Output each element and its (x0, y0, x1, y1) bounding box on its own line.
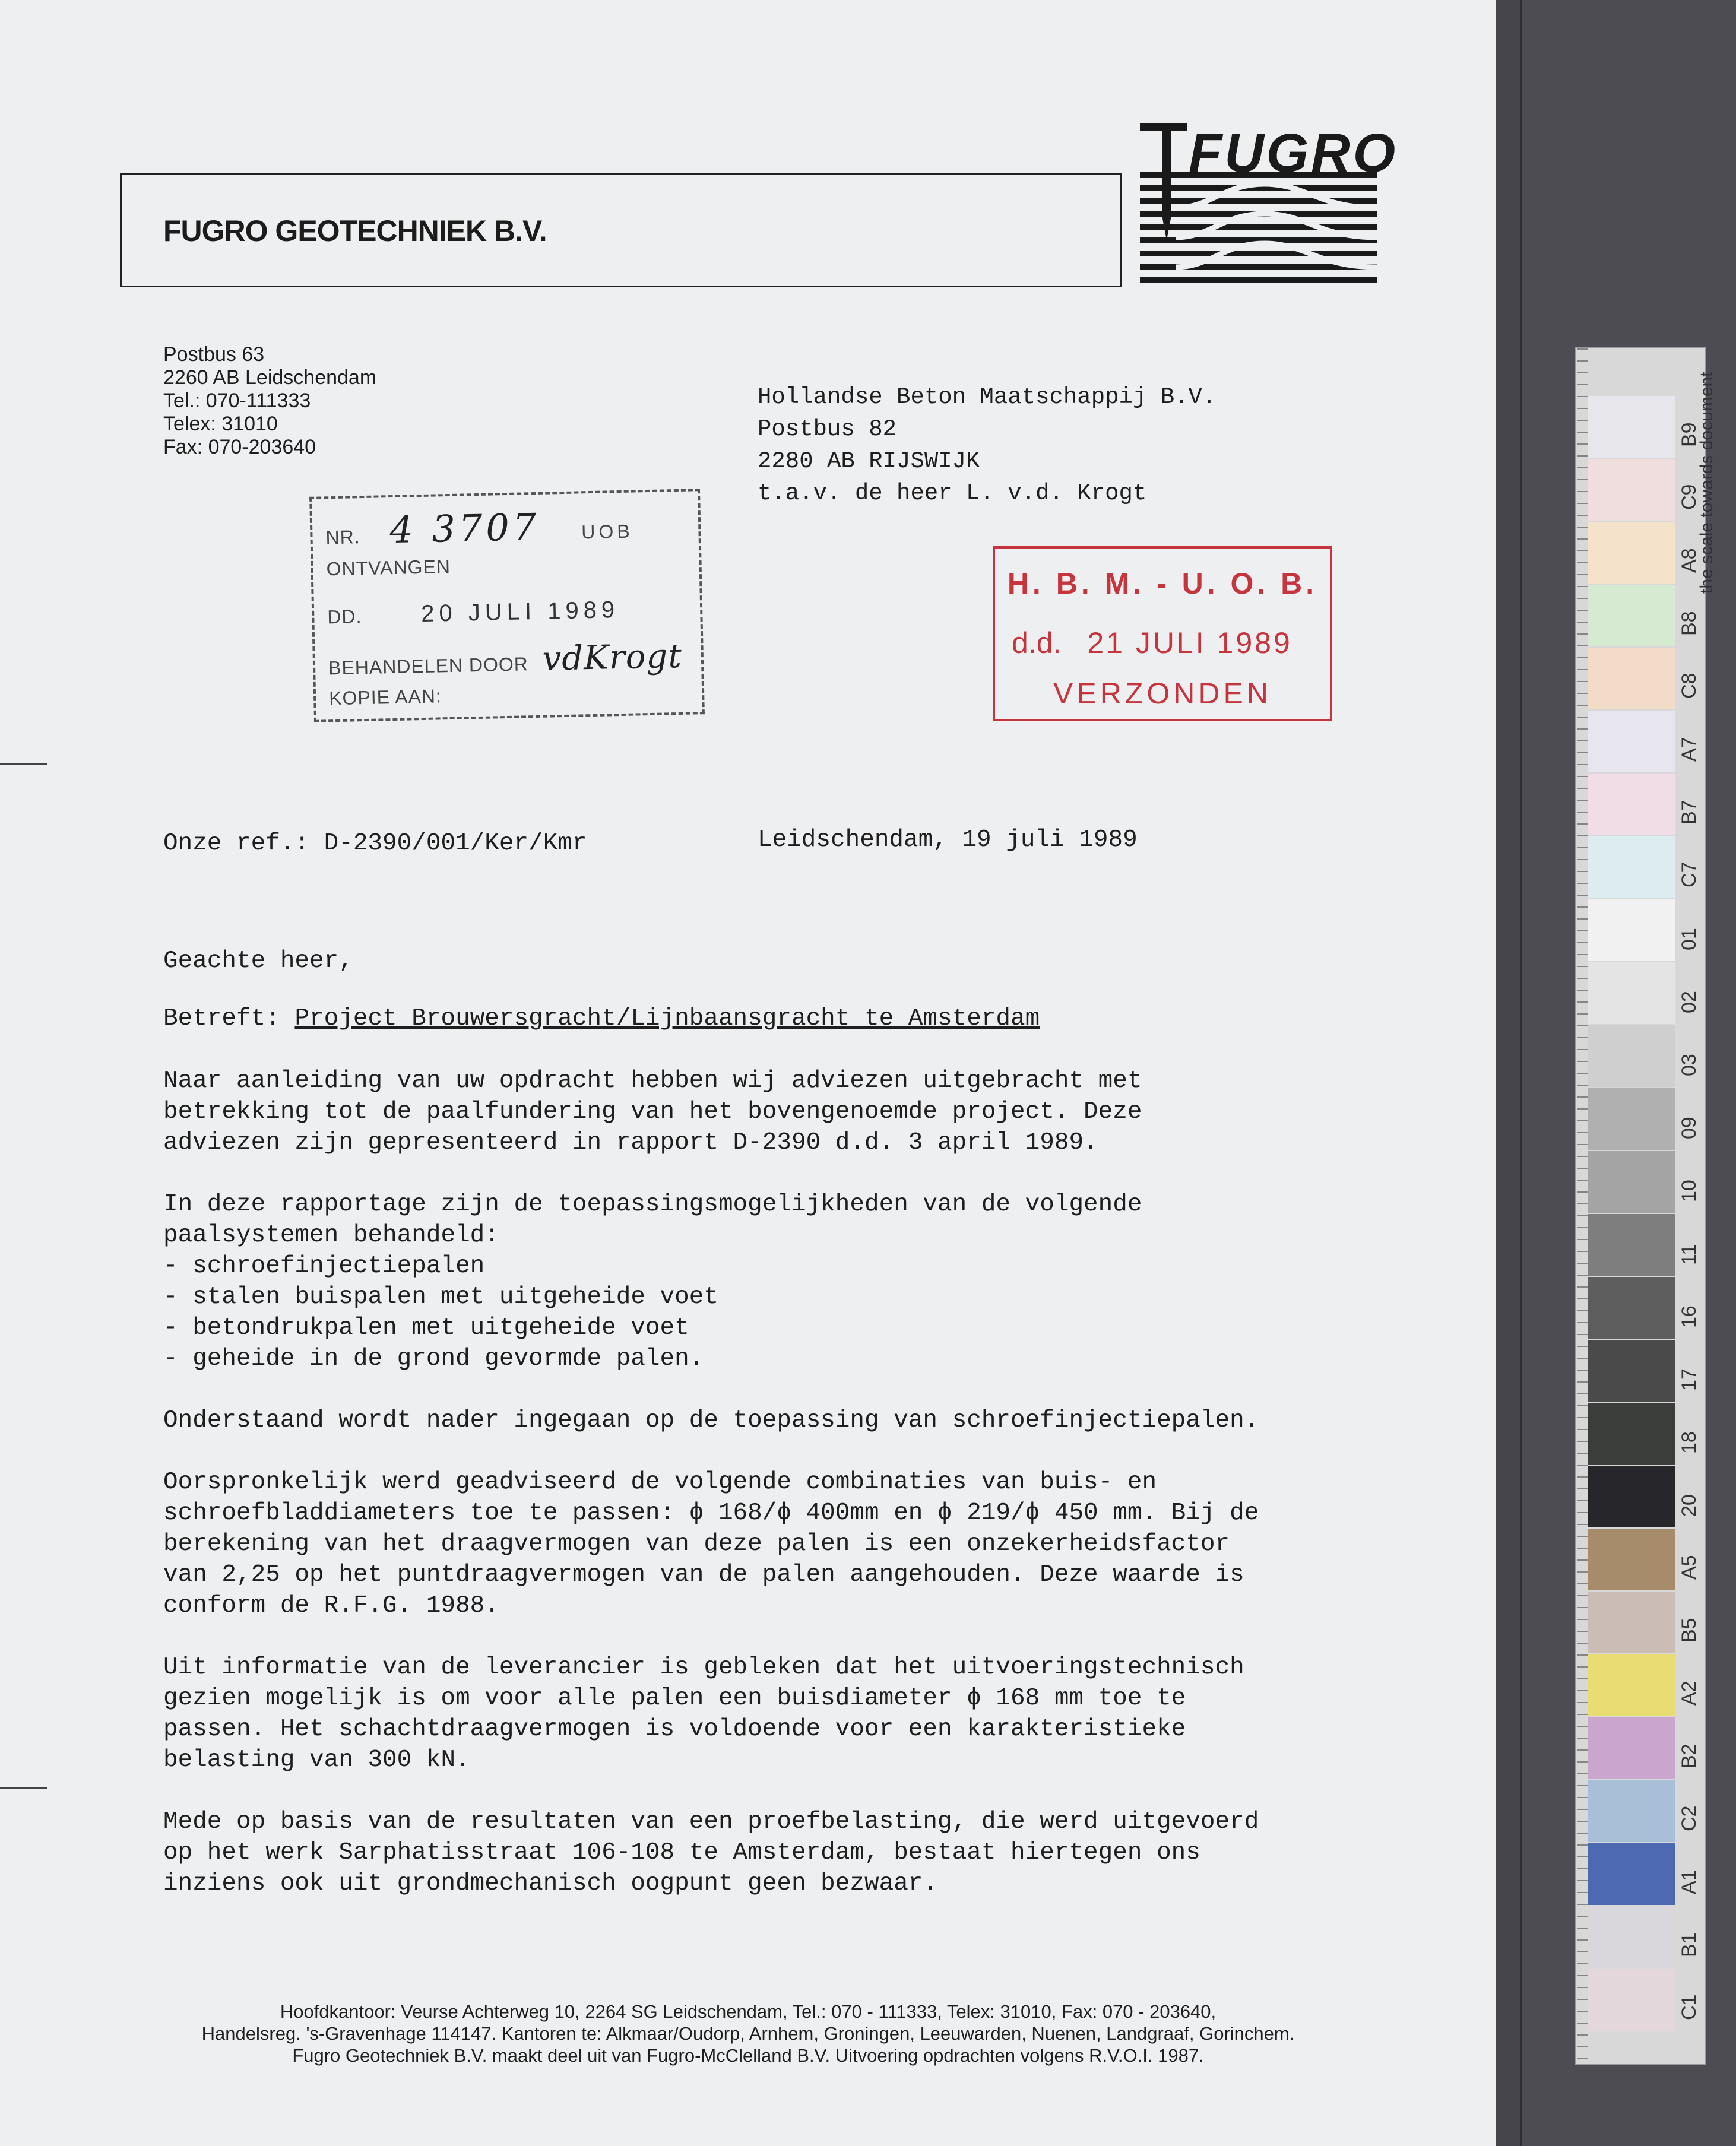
color-patch-label: C7 (1678, 861, 1700, 887)
letter-footer (113, 2001, 1383, 2066)
received-stamp (309, 489, 705, 722)
color-patch (1588, 585, 1675, 646)
sender-line: Fax: 070-203640 (163, 436, 316, 458)
color-patch-label: C2 (1678, 1805, 1700, 1831)
scale-caption: the scale towards document (1697, 372, 1716, 594)
color-patch (1588, 1592, 1675, 1653)
sent-stamp-date: 21 JULI 1989 (1087, 626, 1293, 660)
color-patch (1588, 899, 1675, 961)
sender-line: Telex: 31010 (163, 413, 278, 435)
footer-line: Hoofdkantoor: Veurse Achterweg 10, 2264 SG Leidschendam, Tel.: 070 - 111333, Telex: 31010, Fax: 070 - 203640, (280, 2001, 1217, 2022)
subject-label: Betreft: (163, 1005, 295, 1032)
footer-line: Fugro Geotechniek B.V. maakt deel uit van Fugro-McClelland B.V. Uitvoering opdrachten volgens R.V.O.I. 1987. (292, 2045, 1204, 2066)
sender-line: 2260 AB Leidschendam (163, 366, 377, 389)
sender-line: Postbus 63 (163, 343, 265, 366)
paragraph: Oorspronkelijk werd geadviseerd de volgende combinaties van buis- en schroefbladdiameters toe te passen: ϕ 168/ϕ 400mm en ϕ 219/ϕ 450 mm. Bij de berekening van het draagvermogen van deze palen is een onzekerheidsfactor van 2,25 op het puntdraagvermogen van de palen aangehouden. Deze waarde is conform de R.F.G. 1988. (163, 1469, 1259, 1619)
salutation: Geachte heer, (163, 947, 353, 975)
stamp-dd-value: 20 JULI 1989 (420, 597, 620, 627)
stamp-dept: UOB (581, 520, 633, 543)
recipient-address (758, 381, 1216, 509)
color-patch-label: 03 (1678, 1054, 1700, 1076)
color-patch-label: B1 (1678, 1932, 1700, 1957)
list-item: - betondrukpalen met uitgeheide voet (163, 1314, 689, 1342)
color-patch (1588, 1906, 1675, 1968)
color-patch-label: C1 (1678, 1994, 1700, 2020)
list-item: - stalen buispalen met uitgeheide voet (163, 1283, 718, 1311)
color-patch (1588, 396, 1675, 458)
color-patch-label: 01 (1678, 928, 1700, 950)
paragraph: Uit informatie van de leverancier is gebleken dat het uitvoeringstechnisch gezien mogelijk is om voor alle palen een buisdiameter ϕ 168 mm toe te passen. Het schachtdraagvermogen is voldoende voor een karakteristieke belasting van 300 kN. (163, 1654, 1244, 1774)
color-patch-label: 09 (1678, 1117, 1700, 1139)
sender-line: Tel.: 070-111333 (163, 389, 311, 412)
stamp-signature: vdKrogt (541, 636, 683, 679)
stamp-behandelen-label: BEHANDELEN DOOR (328, 653, 529, 679)
color-patch-label: 16 (1678, 1305, 1700, 1328)
color-patch (1588, 1780, 1675, 1842)
fold-mark (0, 1787, 47, 1789)
color-patch-label: B2 (1678, 1744, 1700, 1768)
color-patch-label: B7 (1678, 800, 1700, 825)
color-patch-label: 02 (1678, 991, 1700, 1013)
sent-stamp-date-label: d.d. (1012, 626, 1062, 660)
color-patch (1588, 1403, 1675, 1465)
recipient-line: t.a.v. de heer L. v.d. Krogt (758, 480, 1147, 506)
color-patch-label: B8 (1678, 611, 1700, 636)
fugro-logo (1140, 119, 1398, 291)
sent-stamp-title: H. B. M. - U. O. B. (1007, 567, 1318, 600)
color-patch (1588, 648, 1675, 709)
sent-stamp (993, 546, 1332, 721)
color-patch-label: 11 (1678, 1244, 1700, 1265)
our-reference: Onze ref.: D-2390/001/Ker/Kmr (163, 830, 587, 857)
footer-line: Handelsreg. 's-Gravenhage 114147. Kantoren te: Alkmaar/Oudorp, Arnhem, Groningen, Leeuwarden, Nuenen, Landgraaf, Gorinchem. (201, 2023, 1295, 2044)
company-name: FUGRO GEOTECHNIEK B.V. (163, 214, 547, 248)
paragraph: Naar aanleiding van uw opdracht hebben wij adviezen uitgebracht met betrekking tot de paalfundering van het bovengenoemde project. Deze adviezen zijn gepresenteerd in rapport D-2390 d.d. 3 april 1989. (163, 1067, 1142, 1156)
color-patch-label: B5 (1678, 1618, 1700, 1643)
stamp-nr-label: NR. (325, 526, 361, 549)
color-patch (1588, 1843, 1675, 1905)
color-patch (1588, 1654, 1675, 1716)
color-patch-label: 18 (1678, 1431, 1700, 1454)
paragraph: In deze rapportage zijn de toepassingsmogelijkheden van de volgende paalsystemen behandeld: (163, 1191, 1142, 1249)
paragraph: Onderstaand wordt nader ingegaan op de toepassing van schroefinjectiepalen. (163, 1407, 1259, 1434)
color-patch (1588, 962, 1675, 1024)
color-patch (1588, 711, 1675, 772)
color-patch (1588, 1340, 1675, 1402)
color-patch (1588, 1151, 1675, 1213)
color-patch (1588, 1969, 1675, 2031)
stamp-ontvangen: ONTVANGEN (326, 555, 451, 580)
color-patch (1588, 522, 1675, 584)
fold-mark (0, 763, 47, 765)
color-patch-label: C8 (1678, 673, 1700, 699)
color-patch (1588, 1088, 1675, 1150)
color-patch (1588, 459, 1675, 521)
stamp-kopie: KOPIE AAN: (328, 685, 442, 709)
letter-body (163, 1066, 1351, 1930)
color-patch-label: A7 (1678, 737, 1700, 762)
place-date: Leidschendam, 19 juli 1989 (758, 826, 1138, 854)
color-patch (1588, 1214, 1675, 1276)
color-patch (1588, 1529, 1675, 1590)
color-patch (1588, 1025, 1675, 1087)
color-patch-label: A2 (1678, 1681, 1700, 1706)
sent-stamp-status: VERZONDEN (1053, 677, 1272, 710)
stamp-nr-value: 4 3707 (389, 505, 540, 552)
color-patch (1588, 1466, 1675, 1527)
color-patch-label: A8 (1678, 548, 1700, 573)
subject-text: Project Brouwersgracht/Lijnbaansgracht te Amsterdam (294, 1005, 1040, 1032)
color-patch (1588, 774, 1675, 835)
color-patch-label: A1 (1678, 1869, 1700, 1894)
color-patch-label: B9 (1678, 422, 1700, 447)
scale-ruler (1577, 348, 1588, 2064)
color-scale-strip (1575, 347, 1706, 2065)
list-item: - schroefinjectiepalen (163, 1253, 485, 1280)
color-patch-label: 20 (1678, 1494, 1700, 1517)
color-patch-label: C9 (1678, 484, 1700, 510)
recipient-line: Postbus 82 (758, 416, 897, 442)
color-patch-label: 10 (1678, 1180, 1700, 1202)
color-patch (1588, 836, 1675, 898)
color-patch (1588, 1277, 1675, 1339)
color-patch (1588, 1717, 1675, 1779)
pile-systems-list (163, 1251, 1351, 1374)
list-item: - geheide in de grond gevormde palen. (163, 1345, 704, 1372)
color-patch-label: A5 (1678, 1555, 1700, 1580)
logo-wordmark: FUGRO (1189, 123, 1398, 183)
sender-address (163, 343, 376, 459)
paragraph: Mede op basis van de resultaten van een proefbelasting, die werd uitgevoerd op het werk Sarphatisstraat 106-108 te Amsterdam, bestaat hiertegen ons inziens ook uit grondmechanisch oogpunt geen bezwaar. (163, 1808, 1259, 1897)
recipient-line: 2280 AB RIJSWIJK (758, 448, 980, 474)
recipient-line: Hollandse Beton Maatschappij B.V. (758, 384, 1217, 410)
color-patch-label: 17 (1678, 1368, 1700, 1391)
stamp-dd-label: DD. (327, 606, 362, 628)
subject-line (163, 1005, 1040, 1032)
